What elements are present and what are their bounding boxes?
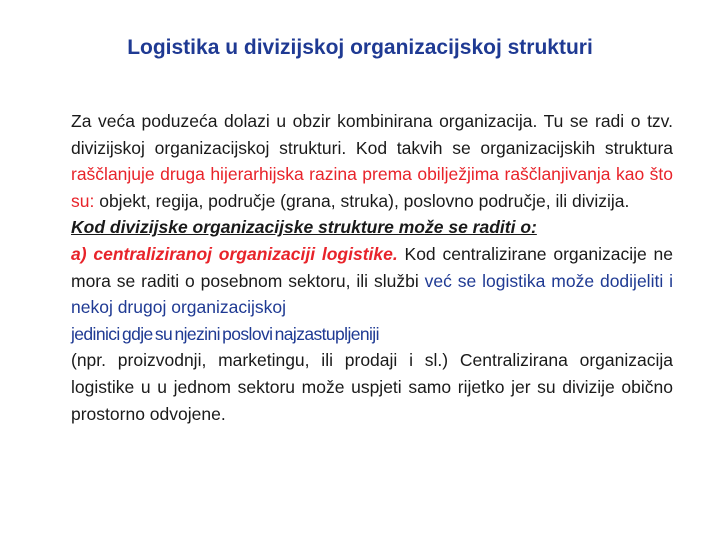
centralized-blue-tight-text: jedinici gdje su njezini poslovi najzastupljeniji — [71, 323, 379, 344]
centralized-subhead: a) centraliziranoj organizaciji logistike. — [71, 243, 398, 264]
intro-red-text: raščlanjuje druga hijerarhijska razina prema obilježjima raščlanjivanja kao što su: — [71, 164, 673, 211]
centralized-text: Kod centralizirane organizacije ne mora se raditi o posebnom sektoru, ili službi — [71, 243, 673, 291]
section-heading: Kod divizijske organizacijske strukture može se raditi o: — [71, 217, 537, 238]
intro-text-end: objekt, regija, područje (grana, struka), poslovno područje, ili divizija. — [94, 190, 630, 211]
body-text — [71, 108, 673, 427]
paragraph-intro — [71, 108, 673, 214]
centralized-blue-text: već se logistika može dodijeliti i nekoj drugoj organizacijskoj — [71, 270, 673, 318]
intro-text: Za veća poduzeća dolazi u obzir kombinirana organizacija. Tu se radi o tzv. divizijskoj organizacijskoj strukturi. Kod takvih se organizacijskih struktura — [71, 111, 673, 158]
slide-title: Logistika u divizijskoj organizacijskoj strukturi — [127, 36, 593, 59]
paragraph-centralized — [71, 241, 673, 427]
centralized-text-end: (npr. proizvodnji, marketingu, ili prodaji i sl.) Centralizirana organizacija logistike u u jednom sektoru može uspjeti samo rijetko jer su divizije obično prostorno odvojene. — [71, 350, 673, 424]
